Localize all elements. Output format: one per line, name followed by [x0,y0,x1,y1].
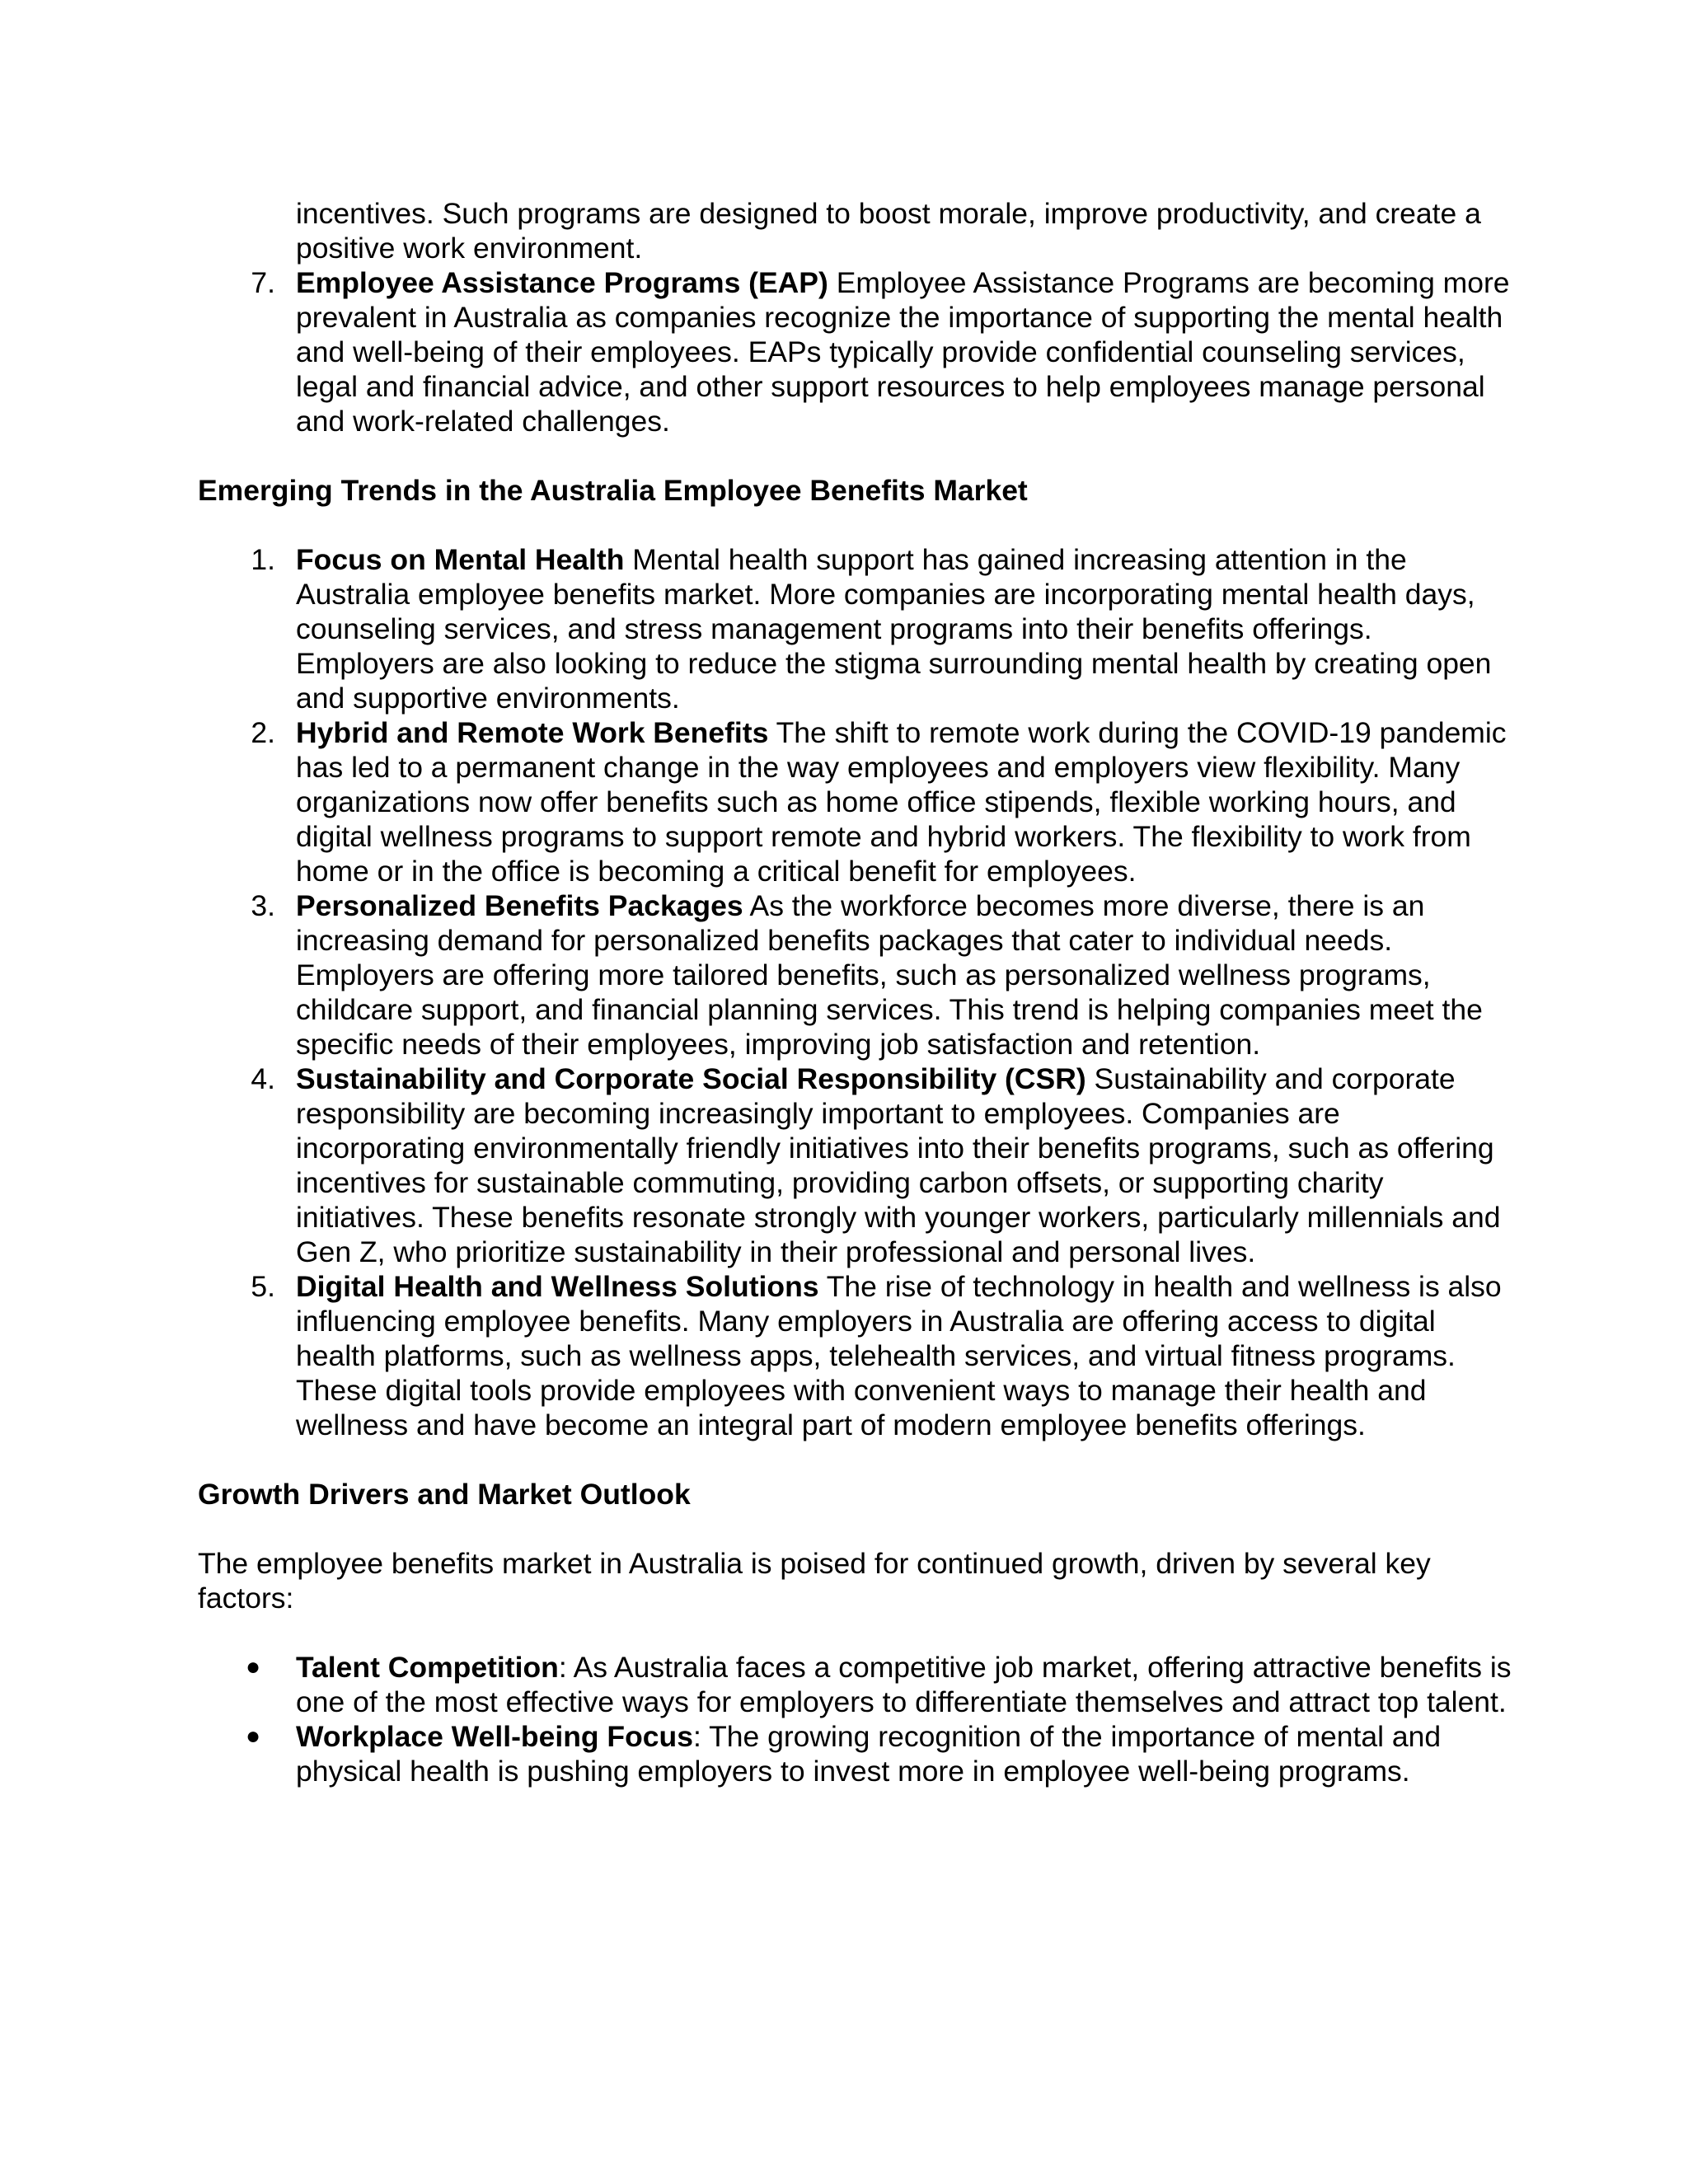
item-text: : The growing recognition of the importance of mental and physical health is pushing employers to invest more in employee well-being programs. [296,1720,1442,1788]
list-number: 4. [251,1062,275,1095]
list-number: 7. [251,266,275,299]
list-item [198,888,1517,1062]
section-heading-trends: Emerging Trends in the Australia Employee Benefits Market [198,474,1028,507]
item-text: : As Australia faces a competitive job market, offering attractive benefits is one of the most effective ways for employers to differentiate themselves and attract top talent. [296,1651,1512,1718]
item-title: Sustainability and Corporate Social Responsibility (CSR) [296,1062,1086,1095]
list-item-continuation [198,196,1517,265]
item-text: Employee Assistance Programs are becoming more prevalent in Australia as companies recognize the importance of supporting the mental health and well-being of their employees. EAPs typically provide confidential counseling services, legal and financial advice, and other support resources to help employees manage personal and work-related challenges. [296,266,1510,438]
list-item [198,542,1517,715]
item-title: Personalized Benefits Packages [296,889,743,922]
item-text: Sustainability and corporate responsibility are becoming increasingly important to employees. Companies are incorporating environmentally friendly initiatives into their benefits programs, such as offering incentives for sustainable commuting, providing carbon offsets, or supporting charity initiatives. These benefits resonate strongly with younger workers, particularly millennials and Gen Z, who prioritize sustainability in their professional and personal lives. [296,1062,1501,1268]
item-title: Talent Competition [296,1651,559,1684]
document-content [198,196,1517,1788]
item-text: Mental health support has gained increasing attention in the Australia employee benefits market. More companies are incorporating mental health days, counseling services, and stress management programs into their benefits offerings. Employers are also looking to reduce the stigma surrounding mental health by creating open and supportive environments. [296,543,1492,715]
item-text: As the workforce becomes more diverse, there is an increasing demand for personalized benefits packages that cater to individual needs. Employers are offering more tailored benefits, such as personalized wellness programs, childcare support, and financial planning services. This trend is helping companies meet the specific needs of their employees, improving job satisfaction and retention. [296,889,1483,1061]
item-title: Workplace Well-being Focus [296,1720,693,1753]
section-heading-growth: Growth Drivers and Market Outlook [198,1478,691,1511]
growth-paragraph: The employee benefits market in Australia is poised for continued growth, driven by several key factors: [198,1547,1431,1615]
bullet-icon: ● [246,1653,261,1680]
trends-list [198,542,1517,1442]
bullet-item [198,1650,1517,1719]
item-title: Hybrid and Remote Work Benefits [296,716,769,749]
list-item [198,1269,1517,1442]
bullet-item [198,1719,1517,1788]
item-title: Digital Health and Wellness Solutions [296,1270,819,1303]
list-item-eap [198,265,1517,438]
list-item [198,715,1517,888]
list-number: 5. [251,1270,275,1303]
item-title: Employee Assistance Programs (EAP) [296,266,828,299]
list-item [198,1062,1517,1269]
list-number: 1. [251,543,275,576]
bullet-icon: ● [246,1722,261,1750]
list-number: 2. [251,716,275,749]
continuation-text: incentives. Such programs are designed to boost morale, improve productivity, and create a positive work environment. [296,197,1481,265]
item-text: The rise of technology in health and wellness is also influencing employee benefits. Many employers in Australia are offering access to digital health platforms, such as wellness apps, telehealth services, and virtual fitness programs. These digital tools provide employees with convenient ways to manage their health and wellness and have become an integral part of modern employee benefits offerings. [296,1270,1502,1441]
growth-bullet-list [198,1650,1517,1788]
item-title: Focus on Mental Health [296,543,625,576]
list-number: 3. [251,889,275,922]
item-text: The shift to remote work during the COVID-19 pandemic has led to a permanent change in the way employees and employers view flexibility. Many organizations now offer benefits such as home office stipends, flexible working hours, and digital wellness programs to support remote and hybrid workers. The flexibility to work from home or in the office is becoming a critical benefit for employees. [296,716,1507,888]
